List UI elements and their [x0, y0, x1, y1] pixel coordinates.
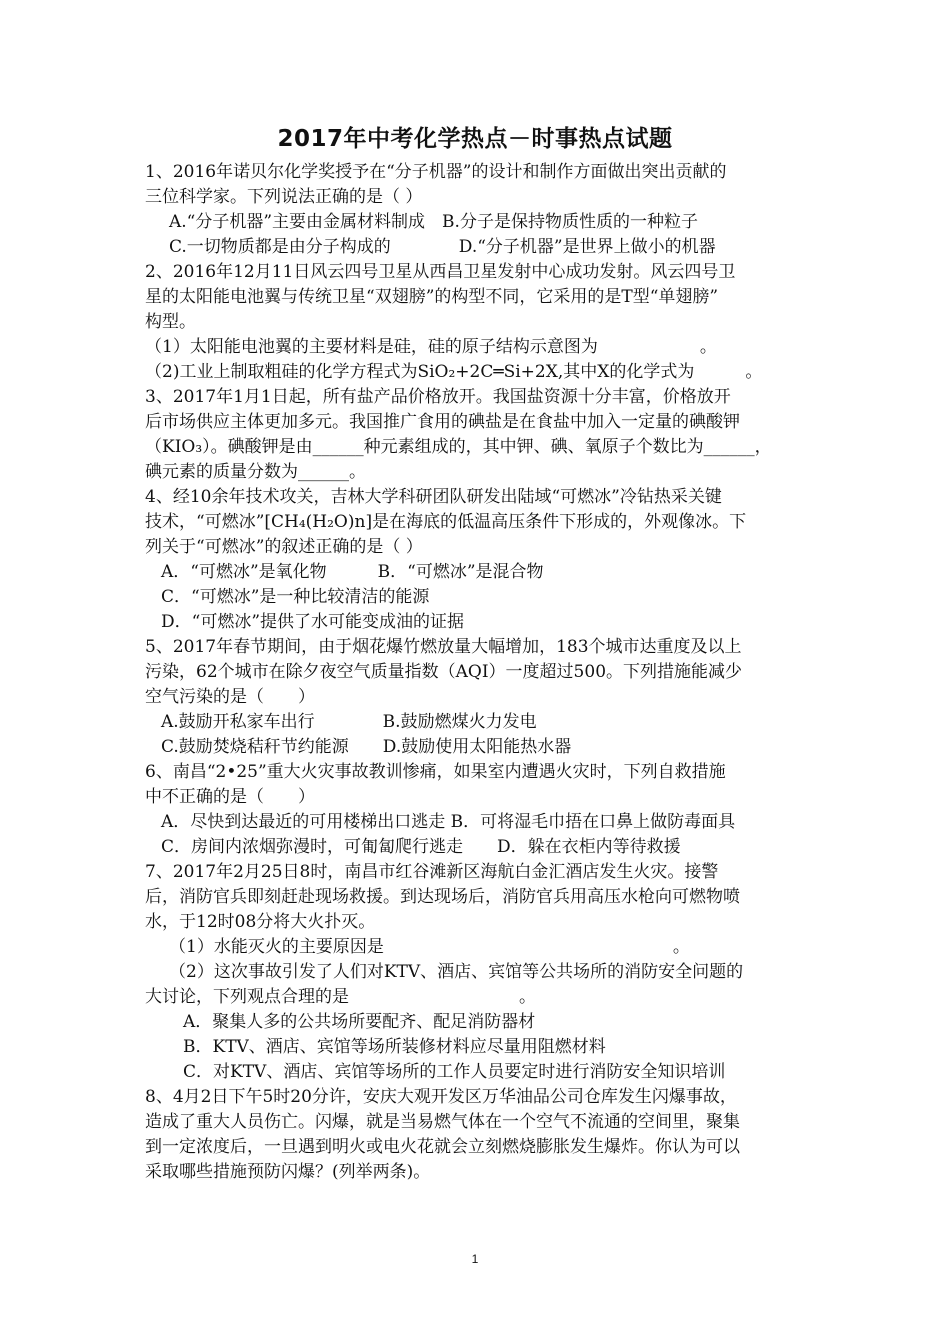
q4-options-ab: A．“可燃冰”是氧化物 B．“可燃冰”是混合物	[161, 562, 544, 582]
q7-part2-line2: 大讨论，下列观点合理的是 。	[145, 987, 536, 1007]
q5-stem-line1: 5、2017年春节期间，由于烟花爆竹燃放量大幅增加，183个城市达重度及以上	[145, 637, 742, 657]
q7-stem-line3: 水，于12时08分将大火扑灭。	[145, 912, 376, 932]
q7-stem-line2: 后，消防官兵即刻赶赴现场救援。到达现场后，消防官兵用高压水枪向可燃物喷	[145, 887, 740, 907]
q3-stem-line2: 后市场供应主体更加多元。我国推广食用的碘盐是在食盐中加入一定量的碘酸钾	[145, 412, 740, 432]
q1-options-ab: A.“分子机器”主要由金属材料制成 B.分子是保持物质性质的一种粒子	[169, 212, 698, 232]
q4-stem-line1: 4、经10余年技术攻关，吉林大学科研团队研发出陆域“可燃冰”冷钻热采关键	[145, 487, 722, 507]
q8-stem-line4: 采取哪些措施预防闪爆？(列举两条)。	[145, 1162, 431, 1182]
q3-stem-line3: （KIO₃）。碘酸钾是由______种元素组成的，其中钾、碘、氧原子个数比为______，	[145, 437, 772, 457]
q6-stem-line1: 6、南昌“2•25”重大火灾事故教训惨痛，如果室内遭遇火灾时，下列自救措施	[145, 762, 726, 782]
q4-stem-line2: 技术，“可燃冰”[CH₄(H₂O)n]是在海底的低温高压条件下形成的，外观像冰。下	[145, 512, 747, 532]
q7-option-c: C．对KTV、酒店、宾馆等场所的工作人员要定时进行消防安全知识培训	[183, 1062, 726, 1082]
q5-options-cd: C.鼓励焚烧秸秆节约能源 D.鼓励使用太阳能热水器	[161, 737, 572, 757]
q2-stem-line2: 星的太阳能电池翼与传统卫星“双翅膀”的构型不同，它采用的是T型“单翅膀”	[145, 287, 719, 307]
q5-stem-line3: 空气污染的是（ ）	[145, 687, 315, 707]
page-title: 2017年中考化学热点－时事热点试题	[277, 126, 673, 152]
q8-stem-line3: 到一定浓度后，一旦遇到明火或电火花就会立刻燃烧膨胀发生爆炸。你认为可以	[145, 1137, 740, 1157]
q6-options-ab: A．尽快到达最近的可用楼梯出口逃走 B．可将湿毛巾捂在口鼻上做防毒面具	[161, 812, 736, 832]
q3-stem-line4: 碘元素的质量分数为______。	[145, 462, 366, 482]
q4-stem-line3: 列关于“可燃冰”的叙述正确的是（ ）	[145, 537, 423, 557]
q1-stem-line2: 三位科学家。下列说法正确的是（ ）	[145, 187, 423, 207]
q5-options-ab: A.鼓励开私家车出行 B.鼓励燃煤火力发电	[161, 712, 537, 732]
q7-part1: （1）水能灭火的主要原因是 。	[169, 937, 690, 957]
q4-option-d: D．“可燃冰”提供了水可能变成油的证据	[161, 612, 465, 632]
question-body	[145, 160, 810, 1185]
q1-options-cd: C.一切物质都是由分子构成的 D.“分子机器”是世界上做小的机器	[169, 237, 716, 257]
q4-option-c: C．“可燃冰”是一种比较清洁的能源	[161, 587, 430, 607]
q6-stem-line2: 中不正确的是（ ）	[145, 787, 315, 807]
q2-stem-line3: 构型。	[145, 312, 196, 332]
q6-options-cd: C．房间内浓烟弥漫时，可匍匐爬行逃走 D．躲在衣柜内等待救援	[161, 837, 681, 857]
q2-part2: （2)工业上制取粗硅的化学方程式为SiO₂+2C═Si+2X,其中X的化学式为 。	[145, 362, 763, 382]
q8-stem-line2: 造成了重大人员伤亡。闪爆，就是当易燃气体在一个空气不流通的空间里，聚集	[145, 1112, 740, 1132]
q7-option-b: B．KTV、酒店、宾馆等场所装修材料应尽量用阻燃材料	[183, 1037, 606, 1057]
q1-stem-line1: 1、2016年诺贝尔化学奖授予在“分子机器”的设计和制作方面做出突出贡献的	[145, 162, 727, 182]
q7-option-a: A．聚集人多的公共场所要配齐、配足消防器材	[183, 1012, 536, 1032]
q8-stem-line1: 8、4月2日下午5时20分许，安庆大观开发区万华油品公司仓库发生闪爆事故，	[145, 1087, 737, 1107]
page-number: 1	[471, 1252, 479, 1266]
q3-stem-line1: 3、2017年1月1日起，所有盐产品价格放开。我国盐资源十分丰富，价格放开	[145, 387, 731, 407]
q2-stem-line1: 2、2016年12月11日风云四号卫星从西昌卫星发射中心成功发射。风云四号卫	[145, 262, 736, 282]
q7-part2-line1: （2）这次事故引发了人们对KTV、酒店、宾馆等公共场所的消防安全问题的	[169, 962, 744, 982]
q7-stem-line1: 7、2017年2月25日8时，南昌市红谷滩新区海航白金汇酒店发生火灾。接警	[145, 862, 719, 882]
q5-stem-line2: 污染，62个城市在除夕夜空气质量指数（AQI）一度超过500。下列措施能减少	[145, 662, 743, 682]
q2-part1: （1）太阳能电池翼的主要材料是硅，硅的原子结构示意图为 。	[145, 337, 717, 357]
